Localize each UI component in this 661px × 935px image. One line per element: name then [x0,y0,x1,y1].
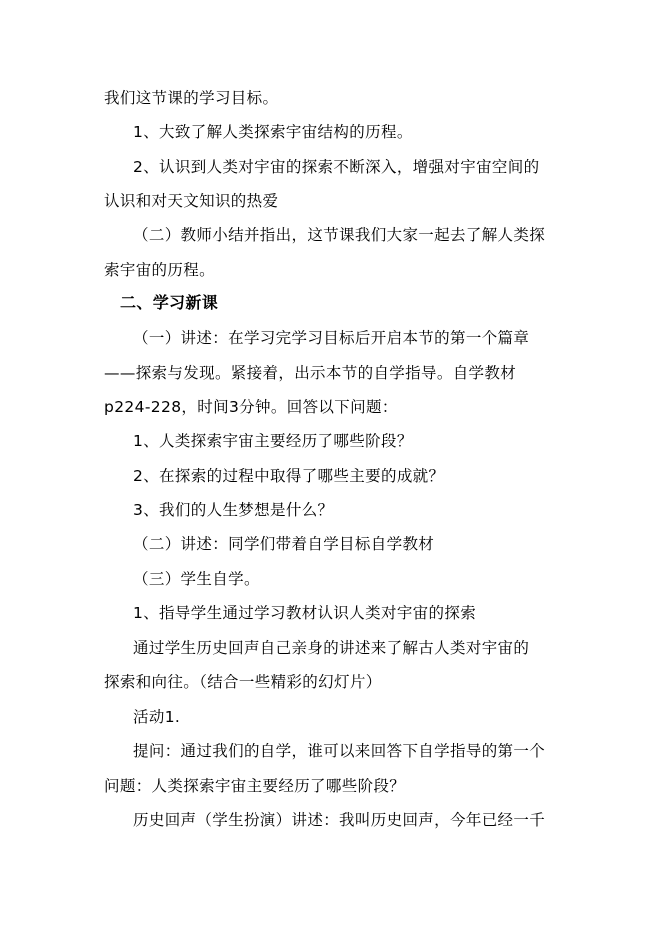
text-line: 问题：人类探索宇宙主要经历了哪些阶段？ [104,777,406,795]
text-line: 1、大致了解人类探索宇宙结构的历程。 [133,123,413,141]
text-line: 索宇宙的历程。 [104,261,215,279]
text-line: 探索和向往。（结合一些精彩的幻灯片） [104,673,382,691]
text-line: （二）讲述：同学们带着自学目标自学教材 [133,535,435,553]
text-line: 3、我们的人生梦想是什么？ [133,501,334,519]
text-line: （一）讲述：在学习完学习目标后开启本节的第一个篇章 [133,329,530,347]
text-line: （三）学生自学。 [133,570,260,588]
section-heading: 二、学习新课 [120,293,219,312]
text-line: （二）教师小结并指出，这节课我们大家一起去了解人类探 [133,226,546,244]
text-line: 认识和对天文知识的热爱 [104,192,279,210]
text-line: 活动1. [133,708,181,726]
text-line: 我们这节课的学习目标。 [104,89,279,107]
text-line: 通过学生历史回声自己亲身的讲述来了解古人类对宇宙的 [133,639,530,657]
text-line: 1、人类探索宇宙主要经历了哪些阶段？ [133,432,413,450]
text-line: 2、在探索的过程中取得了哪些主要的成就？ [133,467,445,485]
text-line: 提问：通过我们的自学，谁可以来回答下自学指导的第一个 [133,742,546,760]
text-line: ——探索与发现。紧接着，出示本节的自学指导。自学教材 [104,364,517,382]
text-line: 1、指导学生通过学习教材认识人类对宇宙的探索 [133,604,477,622]
text-line: 历史回声（学生扮演）讲述：我叫历史回声，今年已经一千 [133,811,546,829]
text-line: 2、认识到人类对宇宙的探索不断深入，增强对宇宙空间的 [133,158,540,176]
text-line: p224-228，时间3分钟。回答以下问题： [104,398,398,416]
